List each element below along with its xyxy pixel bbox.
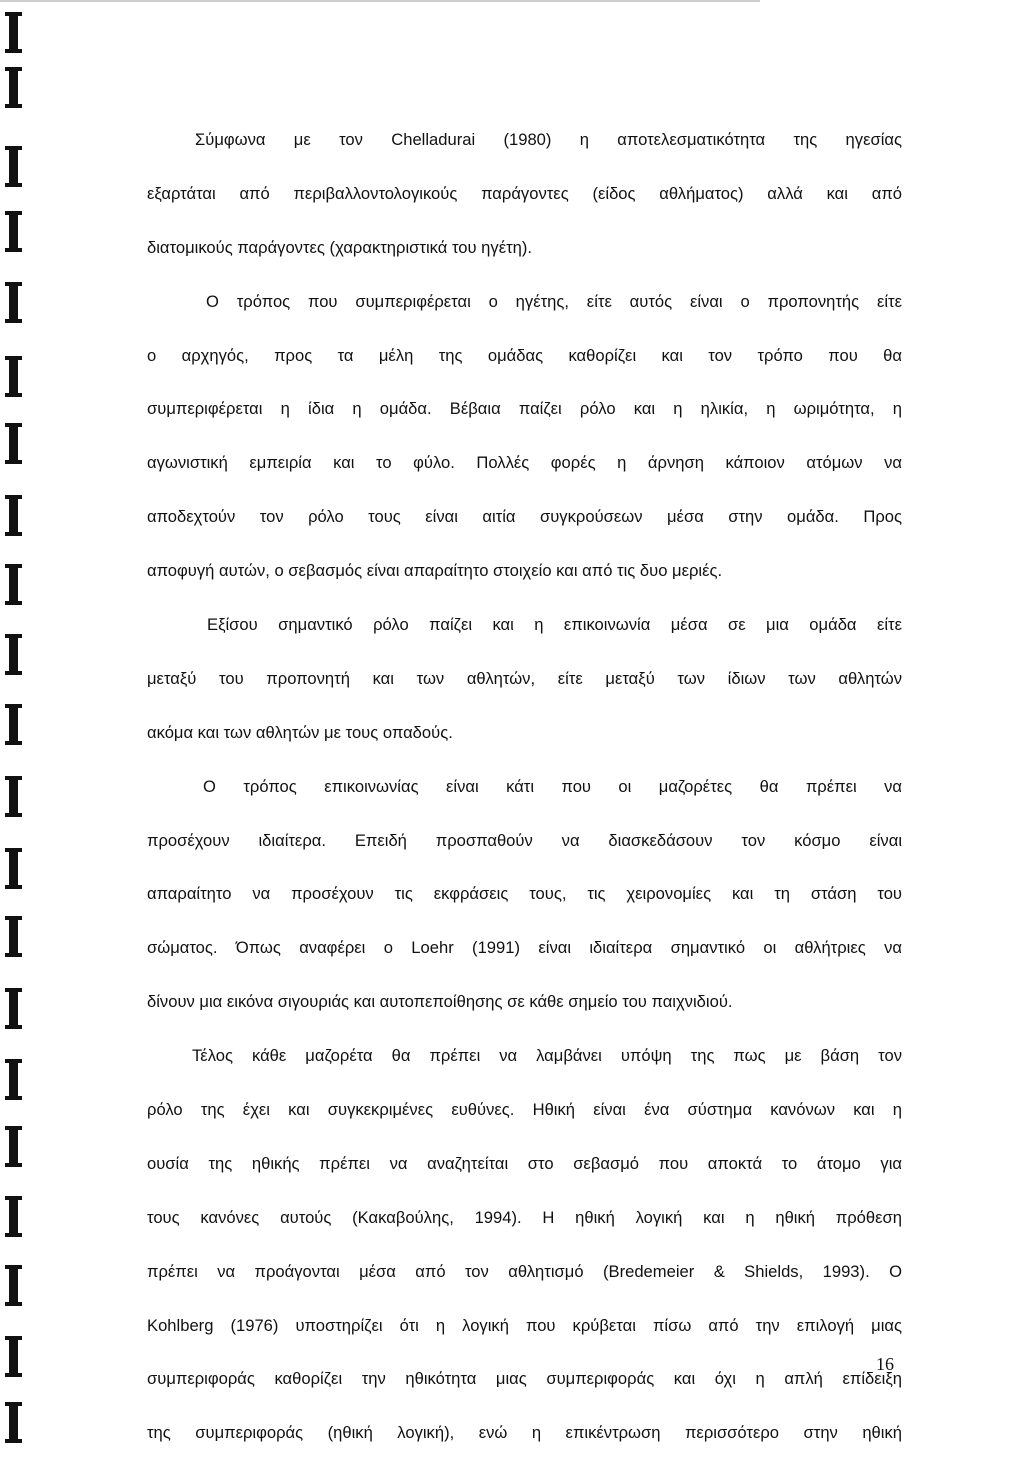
binding-mark xyxy=(9,67,18,108)
text-line: Kohlberg (1976) υποστηρίζει ότι η λογική που κρύβεται πίσω από την επιλογή μιας xyxy=(147,1315,902,1335)
binding-mark xyxy=(9,211,18,252)
text-line: ακόμα και των αθλητών με τους οπαδούς. xyxy=(147,722,453,742)
binding-mark xyxy=(9,146,18,187)
binding-mark xyxy=(9,282,18,323)
page-top-edge xyxy=(0,0,1024,2)
binding-mark xyxy=(9,1265,18,1306)
binding-mark xyxy=(9,1336,18,1377)
binding-mark xyxy=(9,1402,18,1443)
binding-marks xyxy=(0,0,30,1457)
text-line: αποδεχτούν τον ρόλο τους είναι αιτία συγκρούσεων μέσα στην ομάδα. Προς xyxy=(147,507,902,527)
binding-mark xyxy=(9,1126,18,1167)
binding-mark xyxy=(9,704,18,745)
text-line: μεταξύ του προπονητή και των αθλητών, είτε μεταξύ των ίδιων των αθλητών xyxy=(147,668,902,688)
text-line: Σύμφωνα με τον Chelladurai (1980) η αποτελεσματικότητα της ηγεσίας xyxy=(195,130,902,149)
binding-mark xyxy=(9,634,18,675)
page-number: 16 xyxy=(876,1354,894,1374)
binding-mark xyxy=(9,564,18,605)
text-line: αγωνιστική εμπειρία και το φύλο. Πολλές φορές η άρνηση κάποιον ατόμων να xyxy=(147,453,902,473)
text-line: ο αρχηγός, προς τα μέλη της ομάδας καθορίζει και τον τρόπο που θα xyxy=(147,345,902,365)
binding-mark xyxy=(9,356,18,397)
text-line: ουσία της ηθικής πρέπει να αναζητείται στο σεβασμό που αποκτά το άτομο για xyxy=(147,1153,902,1173)
text-line: συμπεριφοράς καθορίζει την ηθικότητα μιας συμπεριφοράς και όχι η απλή επίδειξη xyxy=(147,1369,902,1389)
binding-mark xyxy=(9,1196,18,1237)
text-line: Ο τρόπος που συμπεριφέρεται ο ηγέτης, είτε αυτός είναι ο προπονητής είτε xyxy=(206,291,902,311)
binding-mark xyxy=(9,848,18,889)
binding-mark xyxy=(9,495,18,536)
text-line: Εξίσου σημαντικό ρόλο παίζει και η επικοινωνία μέσα σε μια ομάδα είτε xyxy=(207,615,902,635)
text-line: προσέχουν ιδιαίτερα. Επειδή προσπαθούν να διασκεδάσουν τον κόσμο είναι xyxy=(147,830,902,850)
text-line: αποφυγή αυτών, ο σεβασμός είναι απαραίτητο στοιχείο και από τις δυο μεριές. xyxy=(147,561,723,581)
binding-mark xyxy=(9,776,18,817)
text-line: σώματος. Όπως αναφέρει ο Loehr (1991) είναι ιδιαίτερα σημαντικό οι αθλήτριες να xyxy=(147,938,902,958)
body-text xyxy=(147,127,902,1474)
text-line: Ο τρόπος επικοινωνίας είναι κάτι που οι μαζορέτες θα πρέπει να xyxy=(203,776,902,796)
binding-mark xyxy=(9,12,18,53)
text-line: της συμπεριφοράς (ηθική λογική), ενώ η επικέντρωση περισσότερο στην ηθική xyxy=(147,1423,902,1443)
text-line: δίνουν μια εικόνα σιγουριάς και αυτοπεποίθησης σε κάθε σημείο του παιχνιδιού. xyxy=(147,992,733,1012)
text-line: ρόλο της έχει και συγκεκριμένες ευθύνες. Ηθική είναι ένα σύστημα κανόνων και η xyxy=(147,1100,902,1120)
text-line: πρέπει να προάγονται μέσα από τον αθλητισμό (Bredemeier & Shields, 1993). Ο xyxy=(147,1261,902,1281)
text-line: συμπεριφέρεται η ίδια η ομάδα. Βέβαια παίζει ρόλο και η ηλικία, η ωριμότητα, η xyxy=(147,399,902,419)
binding-mark xyxy=(9,988,18,1029)
text-line: απαραίτητο να προσέχουν τις εκφράσεις τους, τις χειρονομίες και τη στάση του xyxy=(147,884,902,904)
text-line: Τέλος κάθε μαζορέτα θα πρέπει να λαμβάνει υπόψη της πως με βάση τον xyxy=(192,1046,902,1066)
text-line: τους κανόνες αυτούς (Κακαβούλης, 1994). Η ηθική λογική και η ηθική πρόθεση xyxy=(147,1207,902,1227)
text-line: διατομικούς παράγοντες (χαρακτηριστικά του ηγέτη). xyxy=(147,237,533,257)
binding-mark xyxy=(9,916,18,957)
binding-mark xyxy=(9,1059,18,1100)
text-line: εξαρτάται από περιβαλλοντολογικούς παράγοντες (είδος αθλήματος) αλλά και από xyxy=(147,183,902,203)
binding-mark xyxy=(9,423,18,464)
